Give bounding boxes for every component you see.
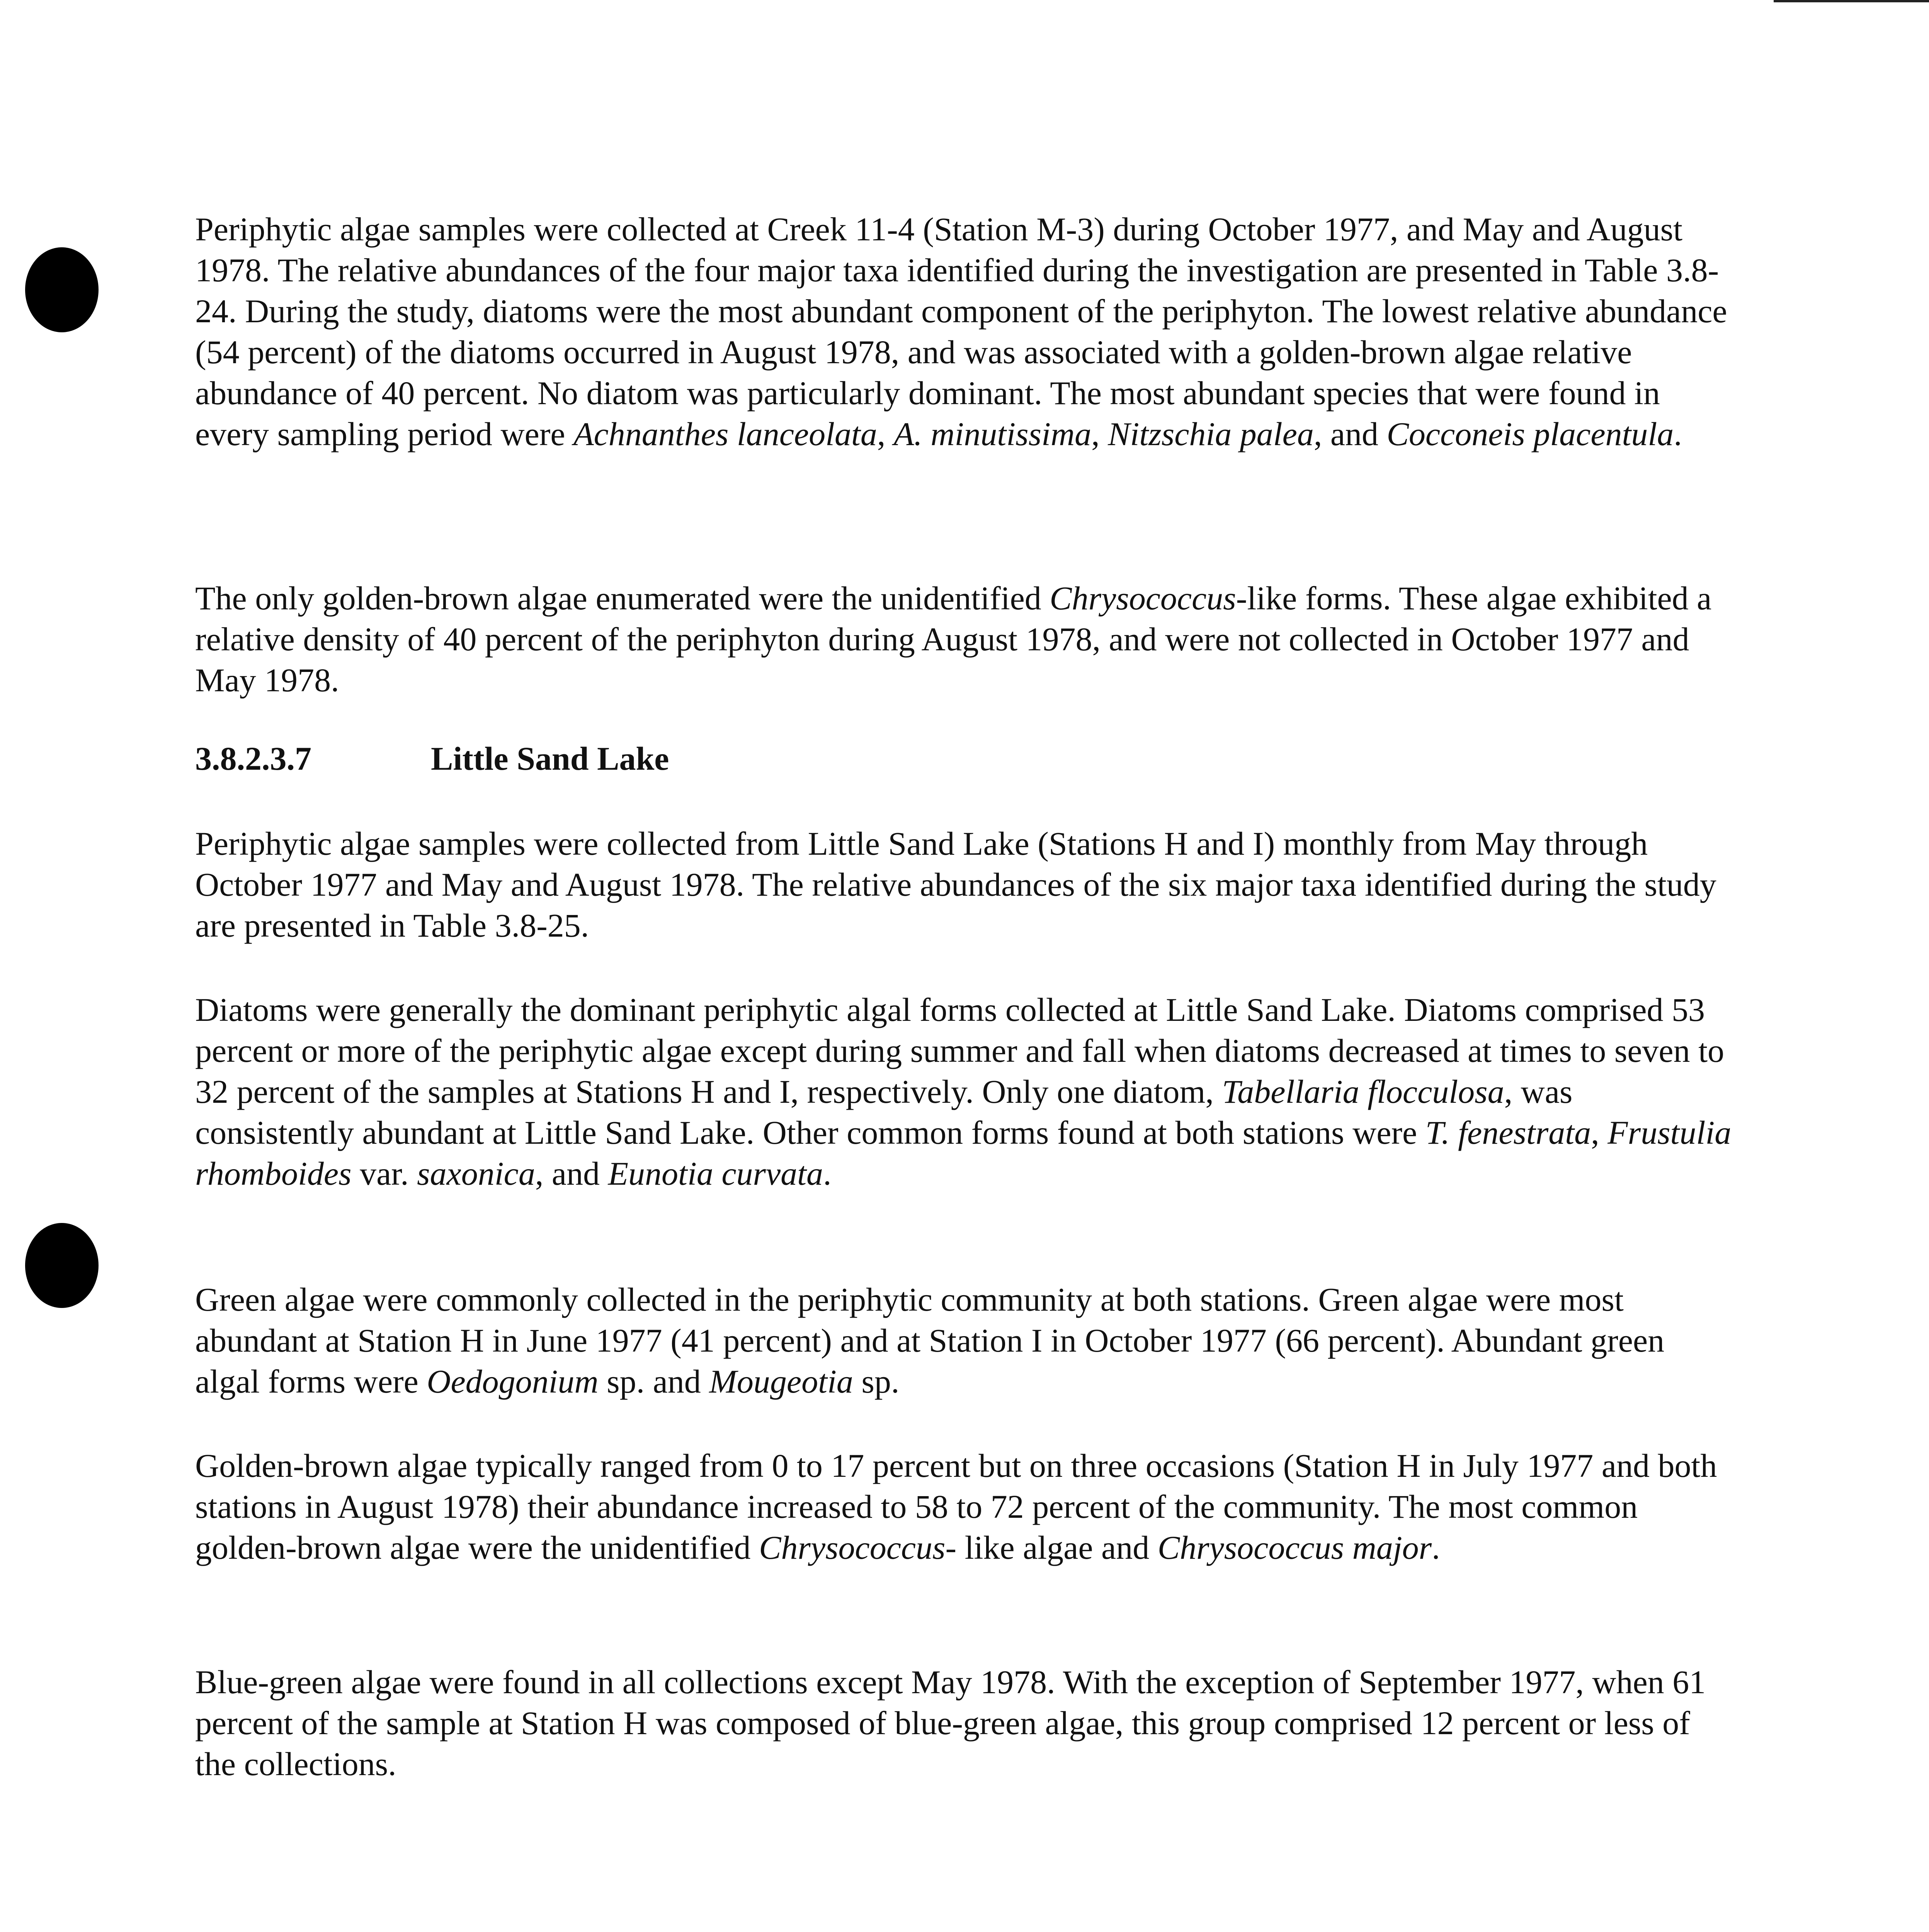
italic-taxon-name: Frustulia rhomboides: [195, 1114, 1732, 1192]
section-number: 3.8.2.3.7: [195, 740, 311, 777]
italic-taxon-name: Oedogonium: [427, 1363, 599, 1400]
italic-taxon-name: A. minutissima: [893, 415, 1092, 452]
paragraph-blue-green-algae: Blue-green algae were found in all collections except May 1978. With the exception of September 1977, when 61 percent of the sample at Station H was composed of blue-green algae, this group comprised 12 percent or less of the collections.: [195, 1663, 1706, 1782]
italic-taxon-name: Mougeotia: [709, 1363, 853, 1400]
italic-taxon-name: Chrysococcus major: [1157, 1529, 1432, 1566]
italic-taxon-name: Cocconeis placentula: [1386, 415, 1674, 452]
section-heading: [195, 738, 669, 779]
paragraph-golden-brown-lake: Golden-brown algae typically ranged from 0 to 17 percent but on three occasions (Station H in July 1977 and both stations in August 1978) their abundance increased to 58 to 72 percent of the community. The most common golden-brown algae were the unidentified Chrysococcus- like algae and Chrysococcus major.: [195, 1447, 1717, 1566]
italic-taxon-name: Nitzschia palea: [1108, 415, 1314, 452]
italic-taxon-name: saxonica: [417, 1155, 535, 1192]
top-edge-rule: [1774, 0, 1929, 2]
binder-hole-middle: [25, 1223, 99, 1308]
italic-taxon-name: Chrysococcus: [759, 1529, 946, 1566]
italic-taxon-name: T. fenestrata: [1425, 1114, 1591, 1151]
italic-taxon-name: Eunotia curvata: [608, 1155, 823, 1192]
italic-taxon-name: Achnanthes lanceolata: [573, 415, 877, 452]
paragraph-creek-periphyton: Periphytic algae samples were collected at Creek 11-4 (Station M-3) during October 1977, and May and August 1978. The relative abundances of the four major taxa identified during the investigation are presented in Table 3.8-24. During the study, diatoms were the most abundant component of the periphyton. The lowest relative abundance (54 percent) of the diatoms occurred in August 1978, and was associated with a golden-brown algae relative abundance of 40 percent. No diatom was particularly dominant. The most abundant species that were found in every sampling period were Achnanthes lanceolata, A. minutissima, Nitzschia palea, and Cocconeis placentula.: [195, 211, 1727, 452]
paragraph-green-algae: Green algae were commonly collected in the periphytic community at both stations. Green algae were most abundant at Station H in June 1977 (41 percent) and at Station I in October 1977 (66 percent). Abundant green algal forms were Oedogonium sp. and Mougeotia sp.: [195, 1281, 1665, 1400]
paragraph-golden-brown-creek: The only golden-brown algae enumerated were the unidentified Chrysococcus-like forms. These algae exhibited a relative density of 40 percent of the periphyton during August 1978, and were not collected in October 1977 and May 1978.: [195, 580, 1712, 699]
binder-hole-top: [25, 247, 99, 332]
paragraph-little-sand-lake-intro: Periphytic algae samples were collected from Little Sand Lake (Stations H and I) monthly from May through October 1977 and May and August 1978. The relative abundances of the six major taxa identified during the study are presented in Table 3.8-25.: [195, 825, 1716, 944]
section-title: Little Sand Lake: [431, 740, 669, 777]
paragraph-diatoms: Diatoms were generally the dominant periphytic algal forms collected at Little Sand Lake. Diatoms comprised 53 percent or more of the periphytic algae except during summer and fall when diatoms decreased at times to seven to 32 percent of the samples at Stations H and I, respectively. Only one diatom, Tabellaria flocculosa, was consistently abundant at Little Sand Lake. Other common forms found at both stations were T. fenestrata, Frustulia rhomboides var. saxonica, and Eunotia curvata.: [195, 991, 1732, 1192]
italic-taxon-name: Tabellaria flocculosa: [1222, 1073, 1504, 1110]
italic-taxon-name: Chrysococcus: [1050, 580, 1236, 617]
